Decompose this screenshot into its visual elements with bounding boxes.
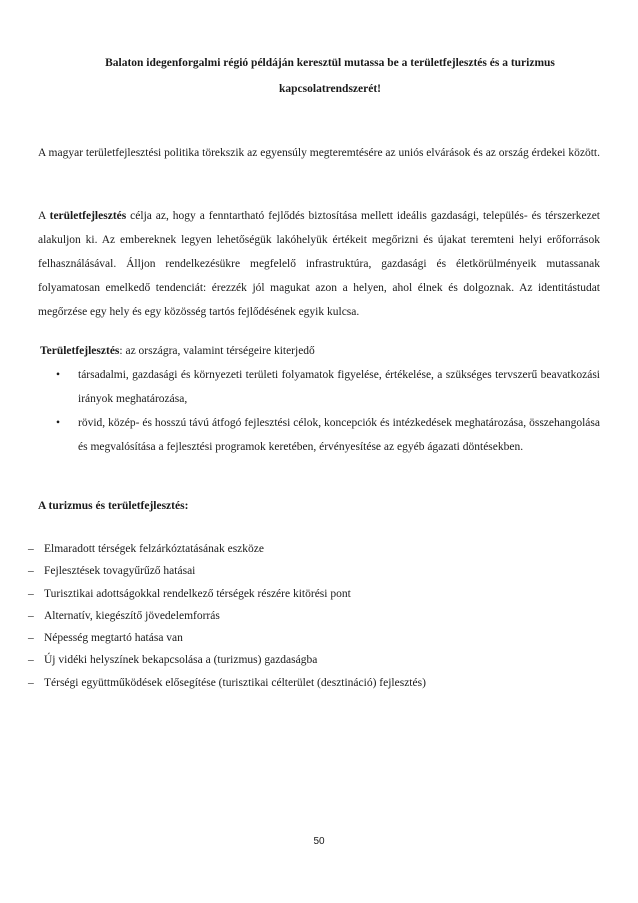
dash-icon: –: [28, 632, 34, 645]
list-item: [28, 649, 600, 671]
dash-text: Fejlesztések tovagyűrűző hatásai: [44, 565, 196, 578]
dash-text: Turisztikai adottságokkal rendelkező térségek részére kitörési pont: [44, 587, 351, 600]
definition-lead: [40, 339, 602, 363]
dash-text: Népesség megtartó hatása van: [44, 632, 183, 645]
intro-paragraph: A magyar területfejlesztési politika törekszik az egyensúly megteremtésére az uniós elvárások és az ország érdekei között.: [38, 147, 600, 159]
dash-text: Alternatív, kiegészítő jövedelemforrás: [44, 609, 220, 622]
title-line-1: Balaton idegenforgalmi régió példáján keresztül mutassa be a területfejlesztés és a turizmus: [105, 57, 555, 69]
para2-bold-term: területfejlesztés: [49, 210, 127, 222]
bullet-icon: •: [56, 369, 61, 381]
dash-icon: –: [28, 565, 34, 578]
dash-text: Elmaradott térségek felzárkóztatásának eszköze: [44, 543, 264, 555]
dash-text: Új vidéki helyszínek bekapcsolása a (turizmus) gazdaságba: [44, 654, 318, 667]
dash-text: Térségi együttműködések elősegítése (turisztikai célterület (desztináció) fejlesztés): [44, 676, 426, 689]
dash-icon: –: [28, 543, 34, 555]
list-item: [28, 560, 600, 582]
title-line-2: kapcsolatrendszerét!: [279, 83, 381, 95]
definition-bullet-list: [50, 363, 600, 459]
bullet-text: rövid, közép- és hosszú távú átfogó fejlesztési célok, koncepciók és intézkedések meghatározása, összehangolása és megvalósítása a fejlesztési programok keretében, érvényesítése az egyéb ágazati döntésekben.: [78, 417, 600, 453]
dash-icon: –: [28, 654, 34, 667]
list-item: [50, 363, 600, 411]
dash-icon: –: [28, 587, 34, 600]
list-item: [50, 411, 600, 459]
list-item: [28, 627, 600, 649]
dash-icon: –: [28, 676, 34, 689]
list-item: [28, 672, 600, 694]
dash-list: [28, 538, 600, 694]
definition-lead-text: : az országra, valamint térségeire kiterjedő: [119, 345, 315, 357]
bullet-text: társadalmi, gazdasági és környezeti területi folyamatok figyelése, értékelése, a szükséges tervszerű beavatkozási irányok meghatározása,: [78, 369, 600, 405]
definition-paragraph: [38, 204, 600, 324]
bullet-icon: •: [56, 417, 61, 429]
para2-prefix: A: [38, 210, 50, 222]
section-heading: A turizmus és területfejlesztés:: [38, 500, 189, 512]
page-number: 50: [313, 836, 325, 847]
definition-bold-term: Területfejlesztés: [40, 345, 120, 357]
para2-text: célja az, hogy a fenntartható fejlődés biztosítása mellett ideális gazdasági, település- és térszerkezet alakuljon ki. Az embereknek legyen lehetőségük lakóhelyük értékeit megőrizni és újakat teremteni helyi erőforrások felhasználásával. Álljon rendelkezésükre megfelelő infrastruktúra, gazdasági és életkörülményeik mutassanak folyamatosan emelkedő tendenciát: érezzék jól magukat azon a helyen, ahol élnek és dolgoznak. Az identitástudat megőrzése egy hely és egy közösség tartós fejlődésének egyik kulcsa.: [38, 210, 601, 318]
list-item: [28, 605, 600, 627]
dash-icon: –: [28, 609, 34, 622]
list-item: [28, 538, 600, 560]
page-title: [60, 50, 600, 102]
list-item: [28, 583, 600, 605]
